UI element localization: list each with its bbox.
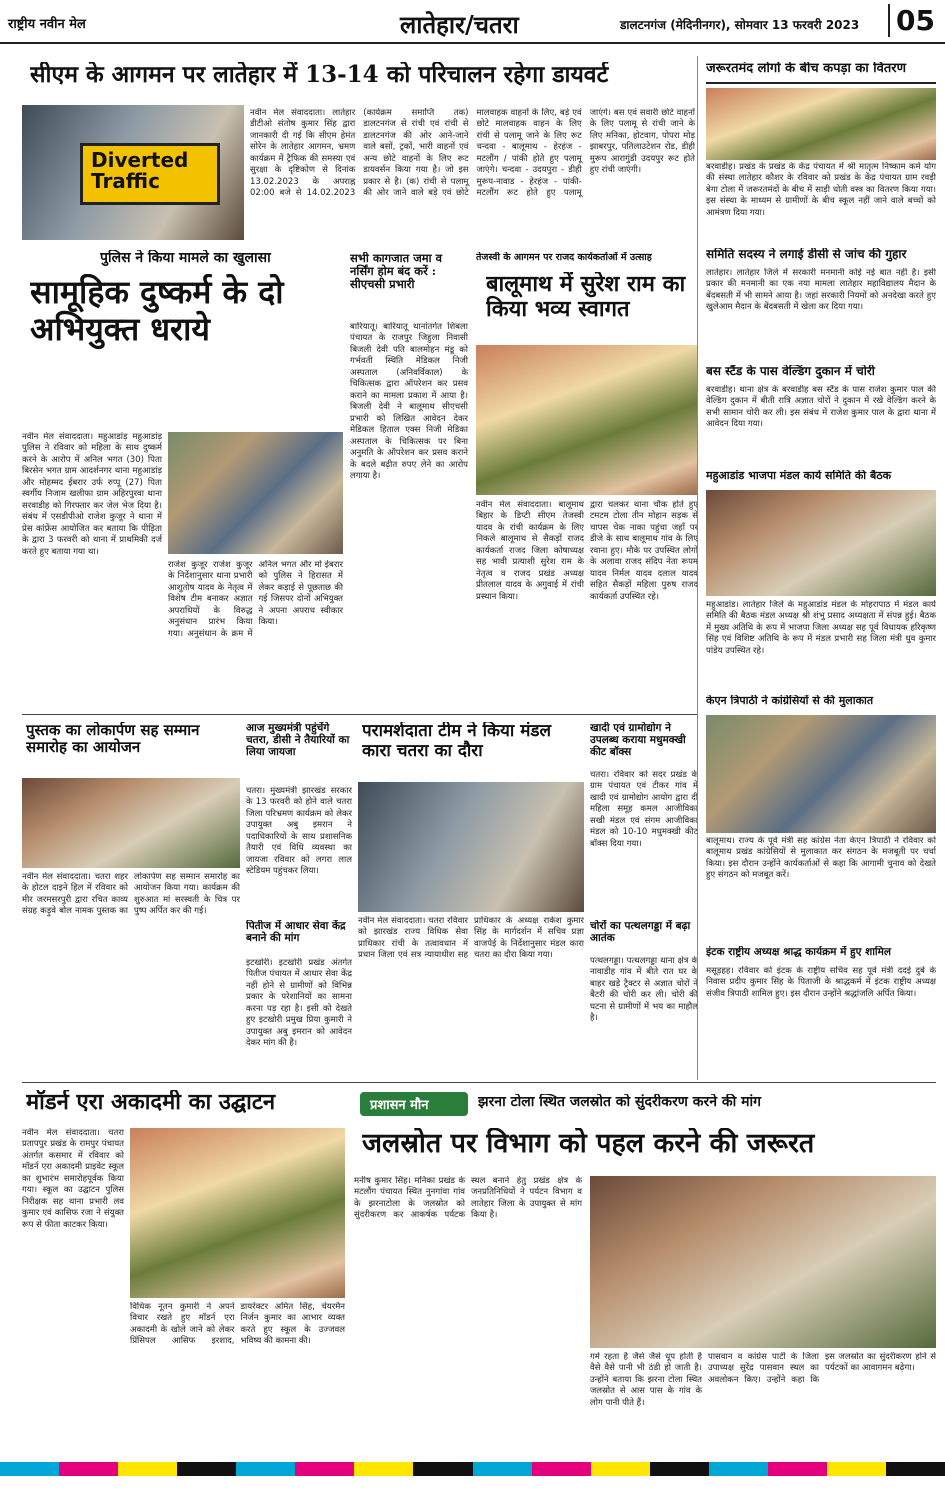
story18-tag: प्रशासन मौन: [360, 1092, 468, 1116]
story6-headline: समिति सदस्य ने लगाई डीसी से जांच की गुहार: [706, 248, 907, 261]
story17-body: नवीन मेल संवाददाता। चतरा प्रतापपुर प्रखंड के रामपुर पंचायत अंतर्गत कसमार में रविवार को मॉडर्न एरा अकादमी प्राइवेट स्कूल का शुभारंभ समारोहपूर्वक किया गया। स्कूल का उद्घाटन पुलिस निरीक्षक सह थाना प्रभारी लव कुमार एवं कासिफ रजा ने संयुक्त रूप से फीता काटकर किया।: [22, 1128, 124, 1230]
masthead: [0, 0, 945, 44]
story4-headline: सभी कागजात जमा व नर्सिंग होम बंद करें : सीएचसी प्रभारी: [350, 252, 442, 292]
story3-kicker: पुलिस ने किया मामले का खुलासा: [100, 250, 271, 266]
section-title: लातेहार/चतरा: [400, 10, 519, 39]
story16-headline: चोरों का पत्थलगड्डा में बढ़ा आतंक: [590, 920, 691, 945]
story18-headline: जलस्रोत पर विभाग को पहल करने की जरूरत: [362, 1128, 815, 1159]
story2-photo: [706, 88, 936, 160]
story1-photo: [22, 105, 244, 240]
story7-headline: बस स्टैंड के पास वेल्डिंग दुकान में चोरी: [706, 365, 875, 378]
story9-body: बालूमाथ। राज्य के पूर्व मंत्री सह कांग्रेस नेता केएन त्रिपाठी ने रविवार को बालूमाथ प्रखंड कांग्रेसियों से मुलाकात कर संगठन के मजबूती पर चर्चा किया। इस दौरान उन्होंने कार्यकर्ताओं से कहा कि आगामी चुनाव को देखते हुए संगठन को मजबूत करें।: [706, 836, 936, 881]
story18-body3: पासवान व कांग्रेस पार्टी के जिला उपाध्यक्ष सुरेंद्र पासवान स्थल का अवलोकन किए। उन्होंने कहा कि इस जलस्रोत का सुंदरीकरण होने से पर्यटकों का आवागमन बढ़ेगा।: [708, 1352, 936, 1385]
story13-body: इटखोरी। इटखोरी प्रखंड अंतर्गत पितीज पंचायत में आधार सेवा केंद्र नहीं होने से ग्रामीणों को विभिन्न प्रकार के परेशानियों का सामना करना पड़ रहा है। इसी को देखते हुए इटखोरी प्रमुख प्रिया कुमारी ने उपायुक्त अबु इमरान को आवेदन देकर मांग की है।: [246, 958, 352, 1049]
story2-headline: जरूरतमंद लोगों के बीच कपड़ा का वितरण: [706, 62, 936, 84]
story5-body2: द्वारा चलकर थाना चौक होते हुए टमटम टोला तीन मोहान सड़क से चापस चेक नाका पहुंचा जहाँ पर डीजे के साथ बालूमाथ गांव के लिए रवाना हुए। मौके पर उपस्थित लोगों के अलावा राजद संदिप नेता रूपम यादव निर्मल यादव दलाल यादव सहित सैकड़ों महिला पुरुष राजद कार्यकर्ता उपस्थित रहे।: [590, 500, 698, 602]
story1-body: नवीन मेल संवाददाता। लातेहार डीटीओ संतोष कुमार सिंह द्वारा जानकारी दी गई कि सीएम हेमंत सोरेन के लातेहार आगमन, भ्रमण कार्यक्रम में ट्रैफिक की समस्या एवं सुरक्षा के दृष्टिकोण से दिनांक 13.02.2023 के अपराह्न 02:00 बजे से 14.02.2023 (कार्यक्रम समाप्ति तक) डालटनगंज से रांची एवं रांची से डालटनगंज की ओर आने-जाने वाले बसों, ट्रकों, भारी वाहनों एवं अन्य छोटे वाहनों के लिए रूट डायवर्सन किया गया है। जो इस प्रकार से है। (क) रांची से पलामू की ओर जाने वाले बड़े एवं छोटे मालवाहक वाहनों के लिए, बड़े एवं छोटे मालवाहक वाहन के लिए रांची से पलामू जाने के लिए रूट चन्दवा - बालूमाथ - हेरहंज - मटलौंग / पांकी होते हुए पलामू जाएंगे। चन्दवा - उदयपुरा - डीही मुरूप-नावाड - हेरहंज - पांकी-मटलौंग रूट होते हुए पलामू जाएंगे। बस एवं सवारी छोटे वाहनों के लिए पलामू से रांची जाने के लिए मनिका, होटवाग, पोपरा मोड़ झाबरपुर, पतिलाउटेशन रोड, डीही मुरूप आरागुंडी उदयपुर रूट होते हुए रांची जाएंगी।: [250, 108, 695, 199]
print-color-bar: [0, 1462, 945, 1476]
newspaper-name: राष्ट्रीय नवीन मेल: [8, 17, 86, 32]
story14-photo: [358, 782, 584, 912]
story17-photo: [130, 1128, 345, 1298]
story8-body: महुआडांड। लातेहार जिले के महुआडांड मंडल के मोहरापाठ में मंडल कार्य समिति की बैठक मंडल अध्यक्ष श्री शंभु प्रसाद अध्यक्षता में संपन्न हुई। बैठक में मुख्य अतिथि के रूप में भाजपा जिला अध्यक्ष सह पूर्व विधायक हरिकृष्ण सिंह एवं विशिष्ट अतिथि के रूप में मंडल प्रभारी सह जिला मंत्री धुव कुमार पांडेय उपस्थित रहे।: [706, 600, 936, 656]
story13-headline: पितीज में आधार सेवा केंद्र बनाने की मांग: [246, 920, 346, 945]
story4-body: बारियातू। बारियातू थानांतर्गत शिबला पंचायत के राजपुर जिहुला निवासी बिजली देवी पति बालमोहन मंडू को गर्भवती स्थिति मेडिकल निजी अस्पताल (अनिवर्विकाल) के चिकित्सक द्वारा ऑपरेशन कर प्रसव कराने का मामला प्रकाश में आया है। बिजली देवी ने बालूमाथ सीएचसी प्रभारी को लिखित आवेदन देकर मेडिकल हिताल एक्स निजी मेडिका अस्पताल के चिकित्सक पर बिना अनुमति के ऑपरेशन कर प्रसव कराने के बदले बढ़ीत रुपए लेने का आरोप लगाया है।: [350, 322, 468, 482]
story6-body: लातेहार। लातेहार जिले में सरकारी मनमानी कोई नई बात नहीं है। इसी प्रकार की मनमानी का एक नया मामला लातेहार महाविद्यालय मैदान के बेंदबसती में भी सामने आया है। जहां सरकारी नियमों को अनदेखा करते हुए खुलेआम मैदान के बेंदबसती में खेला कर दिया गया।: [706, 268, 936, 313]
dateline: डालटनगंज (मेदिनीनगर), सोमवार 13 फरवरी 2023: [620, 18, 860, 32]
page-number: 05: [888, 4, 935, 37]
story11-headline: पुस्तक का लोकार्पण सह सम्मान समारोह का आयोजन: [26, 722, 200, 757]
story12-headline: आज मुख्यमंत्री पहुंचेंगे चतरा, डीसी ने तैयारियों का लिया जायजा: [246, 722, 350, 759]
story17-body2: विधिक नूतन कुमारी ने अपने विचार रखते हुए मॉडर्न एरा अकादमी के खोले जाने को लेकर प्रिंसिपल आसिफ इरशाद, डायरेक्टर अमित सिंह, चेयरमैन निर्जन कुमार का आभार व्यक्त करते हुए स्कूल के उज्जवल भविष्य की कामना की।: [130, 1302, 345, 1347]
story7-body: बरवाडीह। थाना क्षेत्र के बरवाडीह बस स्टैंड के पास राजेश कुमार पाल की वेल्डिंग दुकान में बीती रात्रि अज्ञात चोरों ने दुकान में रखे वेल्डिंग करने के सभी सामान चोरी कर ली। इस संबंध में राजेश कुमार पाल के द्वारा थाना में आवेदन दिया गया।: [706, 385, 936, 430]
story5-kicker: तेजस्वी के आगमन पर राजद कार्यकर्ताओं में उत्साह: [476, 252, 652, 263]
story12-body: चतरा। मुख्यमंत्री झारखंड सरकार के 13 फरवरी को होने वाले चतरा जिला परिभ्रमण कार्यक्रम को लेकर उपायुक्त अबु इमरान ने पदाधिकारियों के साथ प्रशासनिक तैयारी एवं विधि व्यवस्था का जायजा रविवार को लगरा लाल स्टेडियम पहुंचकर लिया।: [246, 786, 352, 877]
diverted-traffic-sign: Diverted Traffic: [80, 143, 220, 205]
story16-body: पत्थलगड्डा। पत्थलगड्डा थाना क्षेत्र के नावाडीह गांव में बीते रात घर के बाहर खड़े ट्रैक्टर से अज्ञात चोरों ने बैटरी की चोरी कर ली। चोरी की घटना से ग्रामीणों में भय का माहौल है।: [590, 956, 698, 1024]
story18-photo: [590, 1176, 936, 1348]
story5-photo: [476, 345, 698, 495]
story9-photo: [706, 715, 936, 833]
story18-kicker: झरना टोला स्थित जलस्रोत को सुंदरीकरण करने की मांग: [478, 1094, 762, 1110]
story15-body: चतरा। रविवार को सदर प्रखंड के ग्राम पंचायत एवं टीकर गांव में खादी एवं ग्रामोद्योग आयोग द्वारा दी महिला समूह कमल आजीविका सखी मंडल एवं संगम आजीविका मंडल को 10-10 मधुमक्खी कीट बॉक्स दिया गया।: [590, 770, 698, 849]
story5-headline: बालूमाथ में सुरेश राम का किया भव्य स्वागत: [486, 272, 686, 323]
divider: [22, 1082, 936, 1083]
story10-headline: इंटक राष्ट्रीय अध्यक्ष श्राद्ध कार्यक्रम में हुए शामिल: [706, 946, 892, 958]
column-rule: [697, 56, 698, 1080]
story15-headline: खादी एवं ग्रामोद्योग ने उपलब्ध कराया मधुमक्खी कीट बॉक्स: [590, 722, 686, 759]
story11-photo: [22, 778, 240, 868]
story14-headline: परामर्शदाता टीम ने किया मंडल कारा चतरा का दौरा: [362, 722, 552, 761]
story5-body: नवीन मेल संवाददाता। बालूमाथ बिहार के डिप्टी सीएम तेजस्वी यादव के रांची कार्यक्रम के लिए निकले बालूमाथ से सैकड़ों राजद कार्यकर्ता राजद जिला कोषाध्यक्ष सह भावी प्रत्याशी सुरेश राम के नेतृत्व व राजद प्रखंड अध्यक्ष प्रीतलाल यादव के अगुवाई में रांची प्रस्थान किया।: [476, 500, 584, 602]
story17-headline: मॉडर्न एरा अकादमी का उद्घाटन: [26, 1090, 276, 1115]
story11-body: नवीन मेल संवाददाता। चतरा शहर के होटल दाइने हिल में रविवार को मीर जरमसरपुरी द्वारा रचित काव्य संग्रह कड़ुवे बोल नामक पुस्तक का लोकार्पण सह सम्मान समारोह का आयोजन किया गया। कार्यक्रम की शुरुआत मां सरस्वती के चित्र पर पुष्प अर्पित कर की गई।: [22, 872, 240, 917]
story3-headline: सामूहिक दुष्कर्म के दो अभियुक्त धराये: [30, 274, 284, 348]
story10-body: मसूड़हह। रविवार को इंटक के राष्ट्रीय सचिव सह पूर्व मंत्री ददई दुबे के निवास प्रदीप कुमार सिंह के पिताजी के श्राद्धकर्म में इंटक राष्ट्रीय अध्यक्ष संजीव त्रिपाठी शामिल हुए। इस दौरान उन्होंने श्रद्धांजलि अर्पित किया।: [706, 966, 936, 999]
story8-photo: [706, 490, 936, 596]
story14-body: नवीन मेल संवाददाता। चतरा रविवार को झारखंड राज्य विधिक सेवा प्राधिकार रांची के तत्वावधान में प्रधान जिला एवं सत्र न्यायाधीश सह प्राधिकार के अध्यक्ष राकेश कुमार सिंह के मार्गदर्शन में सचिव प्रज्ञा वाजपेई के निर्देशानुसार मंडल कारा चतरा का दौरा किया गया।: [358, 916, 584, 961]
story3-photo: [168, 432, 343, 554]
story18-body: मनीष कुमार सिंह। मनिका प्रखंड के मटलौंग पंचायत स्थित नुनगांवा गांव के झरनाटोला के जलस्रोत को सुंदरीकरण कर आकर्षक पर्यटक स्थल बनाने हेतु प्रखंड क्षेत्र के जनप्रतिनिधियों ने पर्यटन विभाग व लातेहार जिला के उपायुक्त से मांग किया है।: [354, 1176, 582, 1221]
story18-body2: गर्म रहता है जैसे जैसे धूप होती है वैसे वैसे पानी भी ठंडी हो जाती है। उन्होंने बताया कि झरना टोला स्थित जलस्रोत से आस पास के गांव के लोग पानी पीते हैं।: [590, 1352, 702, 1408]
story9-headline: केएन त्रिपाठी ने कांग्रेसियों से की मुलाकात: [706, 695, 874, 707]
story3-body2: राजेश कुजूर राजेश कुजूर के निर्देशानुसार थाना प्रभारी आशुतोष यादव के नेतृत्व में विशेष टीम बनाकर अज्ञात अपराधियों के विरुद्ध अनुसंधान प्रारंभ किया गया। अनुसंधान के क्रम में अनिल भगत और मो ईबरार को पुलिस ने हिरासत में लेकर कड़ाई से पूछताछ की गई जिसपर दोनों अभियुक्त ने अपना अपराध स्वीकार किया।: [168, 560, 343, 639]
story8-headline: महुआडांड भाजपा मंडल कार्य समिति की बैठक: [706, 470, 892, 482]
story3-body: नवीन मेल संवाददाता। महुआडांड़ महुआडांड़ पुलिस ने रविवार को महिला के साथ दुष्कर्म करने के आरोप में अनिल भगत (30) पिता बिरसेन भगत ग्राम आदर्शनगर थाना महुआडांड़ और मोहम्मद ईबरार उर्फ रुप्पू (27) पिता स्वर्गीय निजाम खलीफा ग्राम अहिरपुरवा थाना सरवाडीह को गिरफ्तार कर जेल भेज दिया है। संबंध में एसडीपीओ राजेश कुजूर ने थाना में प्रेस कांफ्रेंस आयोजित कर बताया कि पीड़िता के द्वारा 3 फरवरी को थाना में प्राथमिकी दर्ज करते हुए बताया गया था।: [22, 432, 162, 557]
divider: [22, 714, 698, 715]
story1-headline: सीएम के आगमन पर लातेहार में 13-14 को परिचालन रहेगा डायवर्ट: [30, 62, 609, 88]
story2-body: बरवाडीह। प्रखंड के प्रखंड के केंद्र पंचायत में श्री मातृत्म निष्काम कर्म योग की संस्था लातेहार कौशर के रविवार को प्रखंड के केंद्र पंचायत ग्राम रवड़ी बेगा टोला में जरूरतमंदों के बीच में साड़ी धोती वस्त्र का वितरण किया गया। इस संस्था के माध्यम से ग्रामीणों के बीच स्कूल नहीं जाने वाले बच्चों को आमंत्रण दिया गया।: [706, 162, 936, 218]
